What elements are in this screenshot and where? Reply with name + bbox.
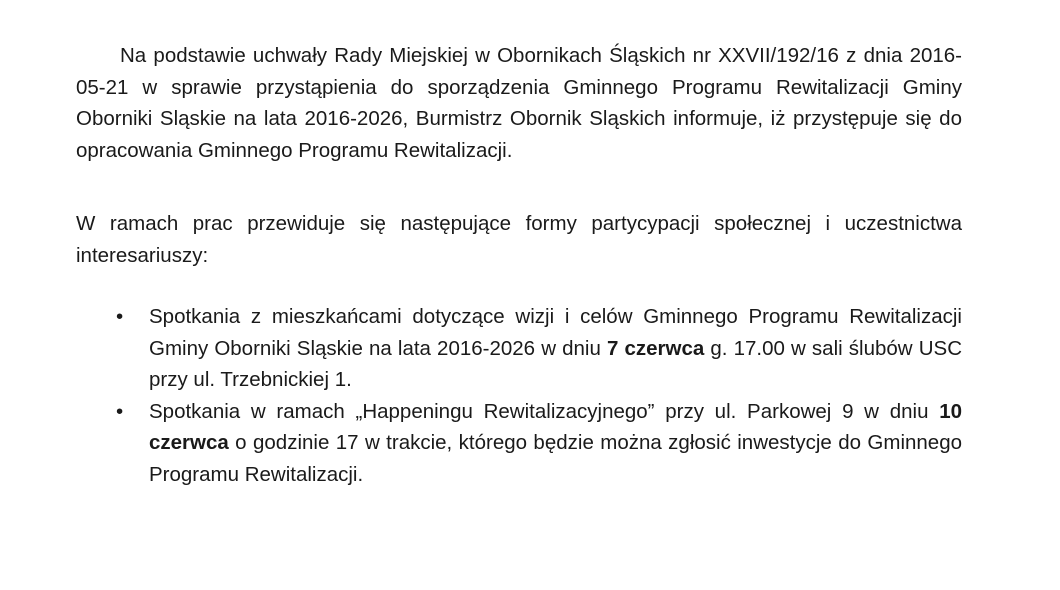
bullet-icon: • bbox=[116, 305, 124, 328]
list-item bbox=[116, 301, 962, 396]
event-date: 7 czerwca bbox=[606, 336, 705, 360]
bullet-icon: • bbox=[116, 399, 124, 423]
participation-paragraph: W ramach prac przewiduje się następujące formy partycypacji społecznej i uczestnictwa interesariuszy: bbox=[76, 212, 962, 267]
event-list bbox=[76, 301, 962, 490]
list-item-text-after: o godzinie 17 w trakcie, którego będzie można zgłosić inwestycje do Gminnego Programu Rewitalizacji. bbox=[149, 431, 962, 486]
intro-paragraph: Na podstawie uchwały Rady Miejskiej w Obornikach Śląskich nr XXVII/192/16 z dnia 2016-05-21 w sprawie przystąpienia do sporządzenia Gminnego Programu Rewitalizacji Gminy Oborniki Sląskie na lata 2016-2026, Burmistrz Obornik Sląskich informuje, iż przystępuje się do opracowania Gminnego Programu Rewitalizacji. bbox=[76, 44, 962, 162]
list-item-text-before: Spotkania w ramach „Happeningu Rewitalizacyjnego” przy ul. Parkowej 9 w dniu bbox=[149, 399, 940, 423]
list-item-text-before: Spotkania z mieszkańcami dotyczące wizji i celów Gminnego Programu Rewitalizacji Gminy Oborniki Sląskie na lata 2016-2026 w dniu bbox=[149, 305, 962, 360]
list-item-text-after: g. 17.00 w sali ślubów USC przy ul. Trzebnickiej 1. bbox=[149, 336, 962, 391]
list-item bbox=[116, 396, 962, 491]
event-date: 10 czerwca bbox=[149, 399, 962, 454]
